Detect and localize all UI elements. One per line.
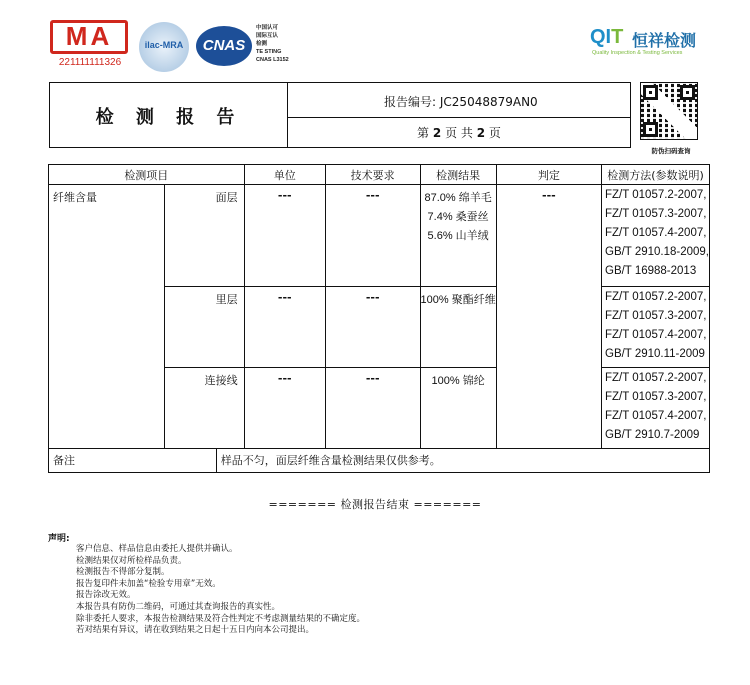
judgement-value: ---	[496, 185, 601, 449]
cnas-info-line: TE STING	[256, 49, 282, 55]
method-line: FZ/T 01057.2-2007,	[605, 291, 707, 303]
col-header-item: 检测项目	[49, 165, 245, 185]
statement-item: 除非委托人要求，本报告检测结果及符合性判定不考虑测量结果的不确定度。	[76, 613, 366, 624]
statement-list	[76, 544, 365, 637]
cma-certificate-number: 221111111326	[58, 57, 122, 68]
test-item: 纤维含量	[49, 185, 165, 449]
col-header-result: 检测结果	[420, 165, 496, 185]
report-title-cell	[50, 83, 288, 147]
col-header-unit: 单位	[244, 165, 325, 185]
statement-item: 客户信息、样品信息由委托人提供并确认。	[76, 544, 238, 554]
company-logo	[590, 26, 710, 62]
cnas-info-line: CNAS L3152	[256, 57, 289, 63]
ilac-mra-logo-mark: ilac-MRA	[144, 40, 184, 50]
anti-counterfeit-qr-code[interactable]	[640, 82, 698, 140]
method-line: FZ/T 01057.3-2007,	[605, 208, 707, 220]
method-value	[602, 185, 710, 287]
result-line: 5.6% 山羊绒	[427, 230, 489, 242]
cnas-accreditation-info	[256, 24, 316, 64]
method-line: FZ/T 01057.2-2007,	[605, 372, 707, 384]
report-number-value: JC25048879AN0	[439, 95, 538, 109]
cnas-info-line: 中国认可	[256, 25, 279, 31]
unit-value: ---	[244, 368, 325, 449]
cnas-info-line: 检测	[256, 41, 268, 47]
company-name: 恒祥检测	[632, 31, 697, 50]
method-line: FZ/T 01057.4-2007,	[605, 227, 707, 239]
report-number: 报告编号: JC25048879AN0	[384, 95, 538, 109]
report-number-cell	[288, 83, 630, 118]
statement-item: 报告涂改无效。	[76, 590, 136, 601]
cnas-logo-mark: CNAS	[202, 37, 246, 54]
result-value	[420, 287, 496, 368]
table-header-row	[49, 165, 710, 185]
page-indicator: 第 2 页 共 2 页	[417, 126, 501, 140]
method-line: FZ/T 01057.2-2007,	[605, 189, 707, 201]
cnas-logo	[196, 26, 252, 66]
company-tagline: Quality Inspection & Testing Services	[592, 50, 683, 56]
method-line: FZ/T 01057.3-2007,	[605, 310, 707, 322]
method-value	[602, 287, 710, 368]
requirement-value: ---	[325, 185, 420, 287]
method-value	[602, 368, 710, 449]
statement-item: 报告复印件未加盖“检验专用章”无效。	[76, 578, 221, 589]
layer-name: 连接线	[165, 368, 245, 449]
statement-item: 检测报告不得部分复制。	[76, 567, 170, 578]
method-line: GB/T 2910.18-2009,	[605, 246, 709, 258]
page-total: 2	[476, 126, 486, 140]
layer-name: 面层	[165, 185, 245, 287]
statement-item: 检测结果仅对所检样品负责。	[76, 555, 187, 566]
table-row	[49, 185, 710, 287]
method-line: FZ/T 01057.4-2007,	[605, 329, 707, 341]
result-line: 100% 锦纶	[431, 375, 485, 387]
result-line: 87.0% 绵羊毛	[424, 192, 492, 204]
col-header-judgement: 判定	[496, 165, 601, 185]
requirement-value: ---	[325, 287, 420, 368]
result-line: 7.4% 桑蚕丝	[427, 211, 489, 223]
report-header	[49, 82, 631, 148]
remark-row	[49, 449, 710, 473]
method-line: GB/T 16988-2013	[605, 265, 697, 277]
method-line: GB/T 2910.11-2009	[605, 348, 705, 360]
ilac-mra-logo	[139, 22, 189, 72]
page-current: 2	[432, 126, 442, 140]
report-title: 检 测 报 告	[95, 107, 243, 128]
unit-value: ---	[244, 185, 325, 287]
test-results-table	[48, 164, 710, 473]
cma-logo-mark: MA	[65, 21, 113, 51]
statement-title: 声明:	[48, 534, 70, 544]
col-header-method: 检测方法(参数说明)	[602, 165, 710, 185]
remark-label: 备注	[49, 449, 217, 473]
report-end-marker: ======= 检测报告结束 =======	[268, 498, 482, 511]
statement-item: 本报告具有防伪二维码，可通过其查询报告的真实性。	[76, 601, 281, 612]
cnas-info-line: 国际互认	[256, 33, 279, 39]
layer-name: 里层	[165, 287, 245, 368]
qr-caption: 防伪扫码查询	[651, 147, 691, 155]
result-value	[420, 185, 496, 287]
col-header-requirement: 技术要求	[325, 165, 420, 185]
company-logo-mark: QIT	[590, 26, 624, 48]
result-value	[420, 368, 496, 449]
method-line: FZ/T 01057.4-2007,	[605, 410, 707, 422]
cma-logo	[50, 20, 132, 72]
remark-text: 样品不匀，面层纤维含量检测结果仅供参考。	[216, 449, 709, 473]
result-line: 100% 聚酯纤维	[420, 294, 496, 306]
unit-value: ---	[244, 287, 325, 368]
requirement-value: ---	[325, 368, 420, 449]
method-line: GB/T 2910.7-2009	[605, 429, 700, 441]
method-line: FZ/T 01057.3-2007,	[605, 391, 707, 403]
statement-item: 若对结果有异议，请在收到结果之日起十五日内向本公司提出。	[76, 625, 315, 636]
